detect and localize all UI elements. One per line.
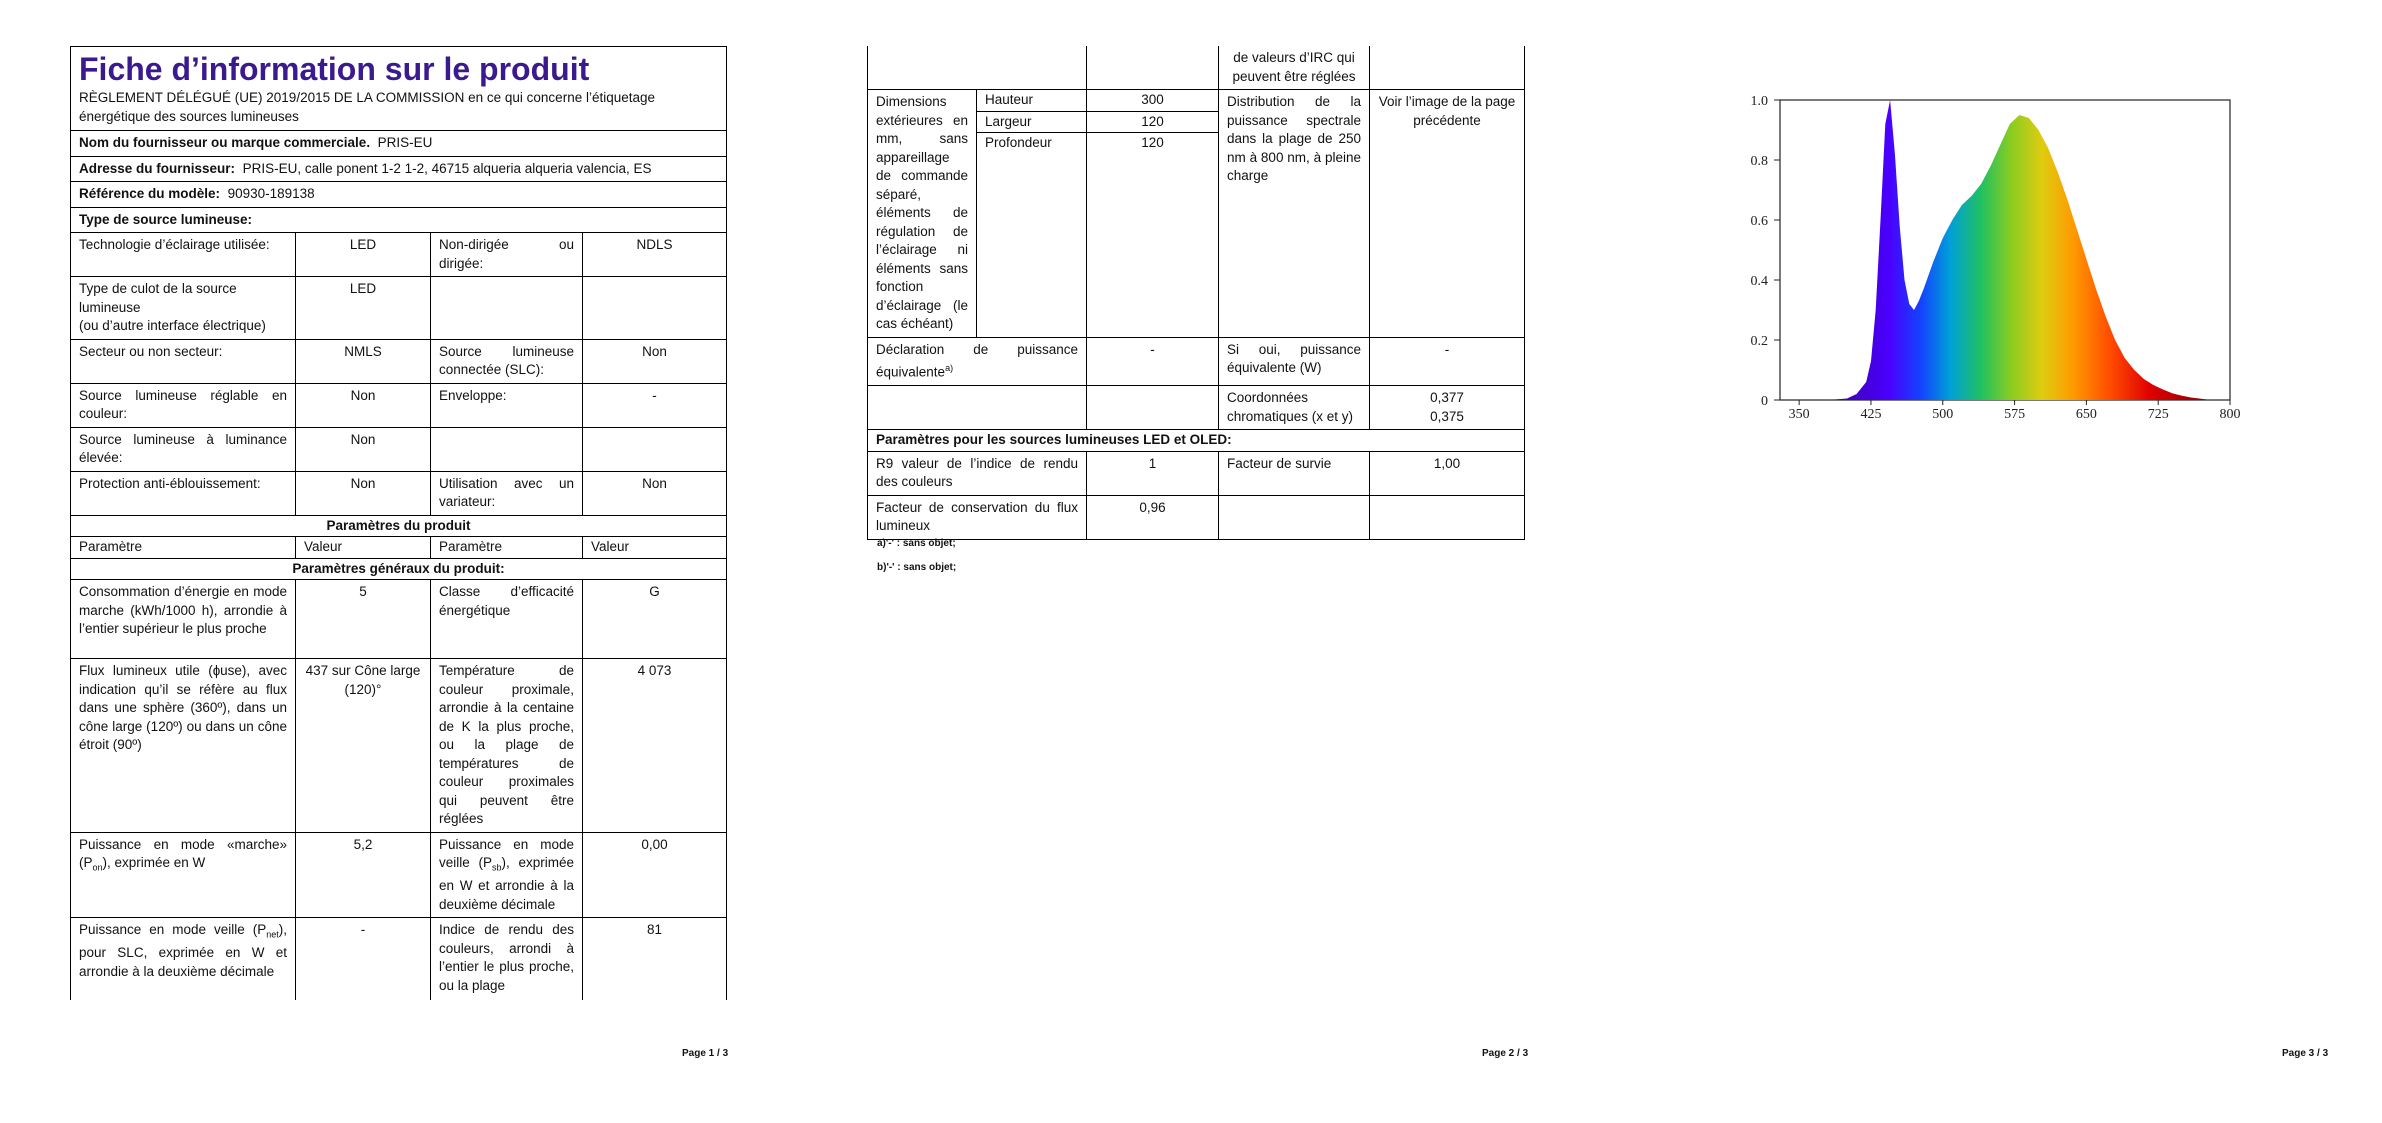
page-3 — [1580, 0, 2382, 1123]
chroma-y: 0,375 — [1430, 408, 1464, 424]
address-label: Adresse du fournisseur: — [79, 160, 236, 176]
supplier-value: PRIS-EU — [377, 135, 433, 150]
cell-value: 437 sur Cône large (120)° — [296, 659, 431, 833]
footnote-b: b)'-' : sans objet; — [877, 562, 957, 573]
param-row — [71, 918, 727, 1001]
cell-label: Enveloppe: — [431, 383, 583, 427]
cell-empty — [868, 46, 1087, 90]
label-subscript: net — [266, 929, 279, 940]
cell-label — [71, 832, 296, 918]
cell-value: - — [1370, 337, 1525, 386]
cell-value: NMLS — [296, 339, 431, 383]
footnote-a: a)'-' : sans objet; — [877, 538, 956, 549]
chroma-x: 0,377 — [1430, 390, 1464, 405]
cell-label — [431, 832, 583, 918]
cell-label: Flux lumineux utile (ɸuse), avec indication qu’il se réfère au flux dans une sphère (360º), dans un cône large (120º) ou dans un cône étroit (90º) — [71, 659, 296, 833]
dimensions-row — [868, 90, 1525, 112]
label-part: ), exprimée en W — [102, 855, 206, 870]
y-tick-label: 0.2 — [1750, 334, 1768, 349]
cell-value: LED — [296, 277, 431, 340]
cell-empty — [868, 386, 1087, 430]
cell-value: - — [1087, 337, 1219, 386]
x-tick-label: 800 — [2219, 407, 2241, 422]
cell-value: Non — [583, 471, 727, 515]
cell-label: Secteur ou non secteur: — [71, 339, 296, 383]
chromatic-row — [868, 386, 1525, 430]
dimension-label: Hauteur — [977, 90, 1087, 112]
cell-value: NDLS — [583, 233, 727, 277]
cell-value: Non — [583, 339, 727, 383]
spectrum-chart — [1730, 90, 2250, 430]
y-tick-label: 0 — [1761, 394, 1768, 409]
label-subscript: on — [92, 862, 103, 873]
y-tick-label: 1.0 — [1750, 94, 1768, 109]
cell-value: LED — [296, 233, 431, 277]
page-number: Page 1 / 3 — [682, 1048, 729, 1059]
cell-label: Technologie d’éclairage utilisée: — [71, 233, 296, 277]
cell-label — [431, 427, 583, 471]
cell-label: Classe d’efficacité énergétique — [431, 580, 583, 659]
cell-label: Utilisation avec un variateur: — [431, 471, 583, 515]
type-row — [71, 233, 727, 277]
dimension-label: Profondeur — [977, 133, 1087, 338]
x-tick-label: 575 — [2004, 407, 2026, 422]
x-tick-label: 500 — [1932, 407, 1954, 422]
cell-value — [583, 277, 727, 340]
cell-empty — [1370, 46, 1525, 90]
supplier-label: Nom du fournisseur ou marque commerciale. — [79, 135, 371, 150]
continuation-row — [868, 46, 1525, 90]
cell-value: Voir l’image de la page précédente — [1370, 90, 1525, 338]
cell-value: - — [296, 918, 431, 1001]
cell-label: Distribution de la puissance spectrale dans la plage de 250 nm à 800 nm, à pleine charge — [1219, 90, 1370, 338]
address-value: PRIS-EU, calle ponent 1-2 1-2, 46715 alqueria alqueria valencia, ES — [242, 160, 652, 176]
label-part: ), exprimée en W et arrondie à la deuxième décimale — [439, 855, 574, 912]
param-row — [868, 451, 1525, 495]
cell-value: 0,00 — [583, 832, 727, 918]
column-header: Valeur — [583, 537, 727, 559]
page-1 — [0, 0, 800, 1123]
label-subscript: sb — [491, 862, 502, 873]
label-part: Puissance en mode veille (P — [439, 836, 574, 870]
cell-label: R9 valeur de l’indice de rendu des couleurs — [868, 451, 1087, 495]
equivalent-row — [868, 337, 1525, 386]
column-header-row — [71, 537, 727, 559]
model-value: 90930-189138 — [227, 186, 315, 201]
label-part: ), pour SLC, exprimée en W et arrondie à la deuxième décimale — [79, 922, 287, 979]
cell-value — [583, 427, 727, 471]
cell-label: Si oui, puissance équivalente (W) — [1219, 337, 1370, 386]
cell-empty — [1087, 46, 1219, 90]
cell-label — [868, 337, 1087, 386]
column-header: Paramètre — [71, 537, 296, 559]
cell-value: 5 — [296, 580, 431, 659]
cell-label: Facteur de survie — [1219, 451, 1370, 495]
param-row — [71, 659, 727, 833]
source-type-label: Type de source lumineuse: — [71, 207, 727, 233]
x-tick-label: 725 — [2147, 407, 2169, 422]
cell-value: Non — [296, 383, 431, 427]
y-tick-label: 0.6 — [1750, 214, 1768, 229]
type-row — [71, 427, 727, 471]
cell-label: Consommation d’énergie en mode marche (kWh/1000 h), arrondie à l’entier supérieur le plus proche — [71, 580, 296, 659]
page-title: Fiche d’information sur le produit — [79, 51, 590, 87]
cell-label: Source lumineuse connectée (SLC): — [431, 339, 583, 383]
cell-empty — [1219, 495, 1370, 539]
product-info-table — [70, 46, 727, 1000]
cell-value: G — [583, 580, 727, 659]
cell-label: Protection anti-éblouissement: — [71, 471, 296, 515]
cell-label: Source lumineuse réglable en couleur: — [71, 383, 296, 427]
cell-value: 1,00 — [1370, 451, 1525, 495]
type-row — [71, 277, 727, 340]
label-superscript: a) — [945, 363, 954, 373]
cell-value: 0,96 — [1087, 495, 1219, 539]
cell-value: Non — [296, 427, 431, 471]
cell-label: Facteur de conservation du flux lumineux — [868, 495, 1087, 539]
label-part: Déclaration de puissance équivalente — [876, 341, 1078, 380]
general-header: Paramètres généraux du produit: — [71, 558, 727, 580]
cell-label: Température de couleur proximale, arrondie à la centaine de K la plus proche, ou la plage de températures de couleur proximales qui peuvent être réglées — [431, 659, 583, 833]
cell-label: Dimensions extérieures en mm, sans appareillage de commande séparé, éléments de régulation de l’éclairage ni éléments sans fonction d’éclairage (le cas échéant) — [868, 90, 977, 338]
y-tick-label: 0.4 — [1750, 274, 1768, 289]
page-number: Page 2 / 3 — [1482, 1048, 1529, 1059]
param-row — [71, 580, 727, 659]
param-row — [868, 495, 1525, 539]
cell-label: de valeurs d’IRC qui peuvent être réglées — [1219, 46, 1370, 90]
cell-label: Coordonnées chromatiques (x et y) — [1219, 386, 1370, 430]
params-header: Paramètres du produit — [71, 515, 727, 537]
dimension-value: 120 — [1087, 111, 1219, 133]
x-tick-label: 650 — [2075, 407, 2097, 422]
x-tick-label: 350 — [1788, 407, 1810, 422]
model-row — [71, 182, 727, 208]
cell-label — [71, 277, 296, 340]
cell-label-line: (ou d’autre interface électrique) — [79, 318, 266, 333]
param-row — [71, 832, 727, 918]
page-number: Page 3 / 3 — [2282, 1048, 2329, 1059]
cell-label-line: Type de culot de la source lumineuse — [79, 281, 237, 315]
cell-value: 81 — [583, 918, 727, 1001]
label-part: Puissance en mode veille (P — [79, 922, 267, 938]
cell-label — [431, 277, 583, 340]
label-part: Puissance en mode «marche» (P — [79, 836, 287, 870]
dimension-value: 120 — [1087, 133, 1219, 338]
column-header: Valeur — [296, 537, 431, 559]
led-header: Paramètres pour les sources lumineuses LED et OLED: — [868, 430, 1525, 452]
cell-label: Indice de rendu des couleurs, arrondi à l’entier le plus proche, ou la plage — [431, 918, 583, 1001]
address-row — [71, 156, 727, 182]
dimension-label: Largeur — [977, 111, 1087, 133]
product-info-table-continued — [867, 46, 1525, 540]
regulation-text: RÈGLEMENT DÉLÉGUÉ (UE) 2019/2015 DE LA COMMISSION en ce qui concerne l’étiquetage énergétique des sources lumineuses — [79, 90, 656, 124]
supplier-row — [71, 131, 727, 157]
cell-label — [71, 918, 296, 1001]
cell-value — [1370, 386, 1525, 430]
cell-value: - — [583, 383, 727, 427]
type-row — [71, 339, 727, 383]
x-tick-label: 425 — [1860, 407, 1882, 422]
cell-value: 1 — [1087, 451, 1219, 495]
cell-label: Non-dirigée ou dirigée: — [431, 233, 583, 277]
page-2 — [800, 0, 1580, 1123]
cell-empty — [1370, 495, 1525, 539]
cell-label: Source lumineuse à luminance élevée: — [71, 427, 296, 471]
cell-value: Non — [296, 471, 431, 515]
type-row — [71, 471, 727, 515]
column-header: Paramètre — [431, 537, 583, 559]
y-tick-label: 0.8 — [1750, 154, 1768, 169]
model-label: Référence du modèle: — [79, 186, 221, 201]
cell-value: 4 073 — [583, 659, 727, 833]
dimension-value: 300 — [1087, 90, 1219, 112]
type-row — [71, 383, 727, 427]
cell-value: 5,2 — [296, 832, 431, 918]
cell-empty — [1087, 386, 1219, 430]
